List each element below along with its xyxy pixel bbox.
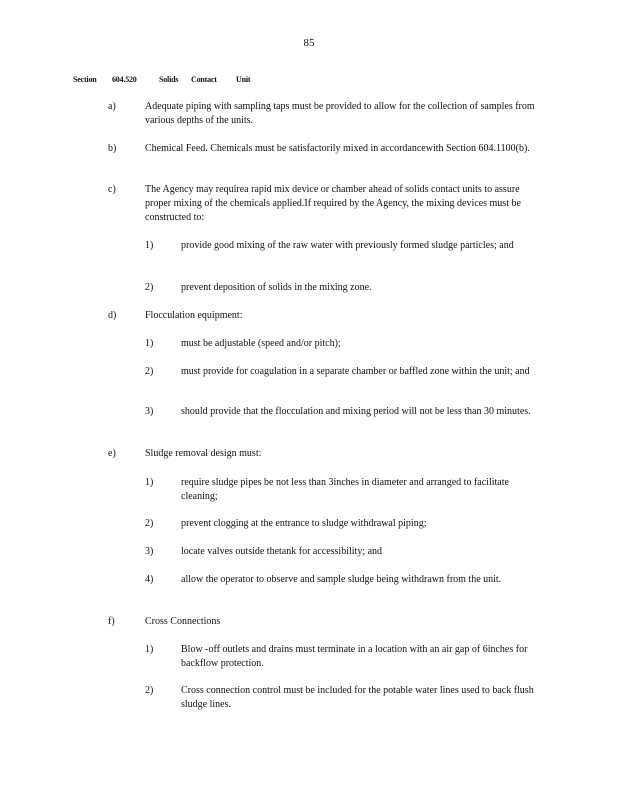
sub-item-text: must provide for coagulation in a separate chamber or baffled zone within the unit; and [181,366,530,377]
sub-item-label: 1) [145,338,154,349]
sub-item-label: 2) [145,685,154,696]
item-label: e) [108,448,116,459]
sub-item-label: 2) [145,282,154,293]
item-label: d) [108,310,117,321]
item-label: a) [108,101,116,112]
sub-item-label: 4) [145,574,154,585]
item-label: c) [108,184,116,195]
sub-item-text: should provide that the flocculation and mixing period will not be less than 30 minutes. [181,406,531,417]
item-text: Chemical Feed. Chemicals must be satisfactorily mixed in accordancewith Section 604.1100(b). [145,143,530,154]
section-number: 604.520 [112,75,137,84]
sub-item-text: allow the operator to observe and sample sludge being withdrawn from the unit. [181,574,502,585]
section-title-word-1: Solids [159,75,179,84]
section-title-word-3: Unit [236,75,251,84]
sub-item-text: prevent clogging at the entrance to sludge withdrawal piping; [181,518,427,529]
item-text: Adequate piping with sampling taps must be provided to allow for the collection of samples from various depths of the units. [145,101,535,126]
sub-item-text: must be adjustable (speed and/or pitch); [181,338,341,349]
sub-item-text: locate valves outside thetank for accessibility; and [181,546,383,557]
sub-item-text: prevent deposition of solids in the mixing zone. [181,282,372,293]
item-label: b) [108,143,117,154]
sub-item-label: 1) [145,240,154,251]
section-label: Section [73,75,97,84]
sub-item-text: Cross connection control must be included for the potable water lines used to back flush sludge lines. [181,685,534,710]
item-text: Flocculation equipment: [145,310,243,321]
sub-item-label: 1) [145,644,154,655]
item-text: Sludge removal design must: [145,448,262,459]
sub-item-label: 3) [145,546,154,557]
sub-item-label: 2) [145,366,154,377]
sub-item-label: 1) [145,477,154,488]
item-text: The Agency may requirea rapid mix device or chamber ahead of solids contact units to assure proper mixing of the chemicals applied.If required by the Agency, the mixing devices must be constructed to: [145,184,521,223]
page-number: 85 [303,37,315,49]
sub-item-text: Blow -off outlets and drains must terminate in a location with an air gap of 6inches for backflow protection. [181,644,528,669]
section-title-word-2: Contact [191,75,217,84]
sub-item-label: 2) [145,518,154,529]
sub-item-text: provide good mixing of the raw water with previously formed sludge particles; and [181,240,514,251]
sub-item-text: require sludge pipes be not less than 3inches in diameter and arranged to facilitate cleaning; [181,477,509,502]
item-text: Cross Connections [145,616,221,627]
item-label: f) [108,616,115,627]
sub-item-label: 3) [145,406,154,417]
